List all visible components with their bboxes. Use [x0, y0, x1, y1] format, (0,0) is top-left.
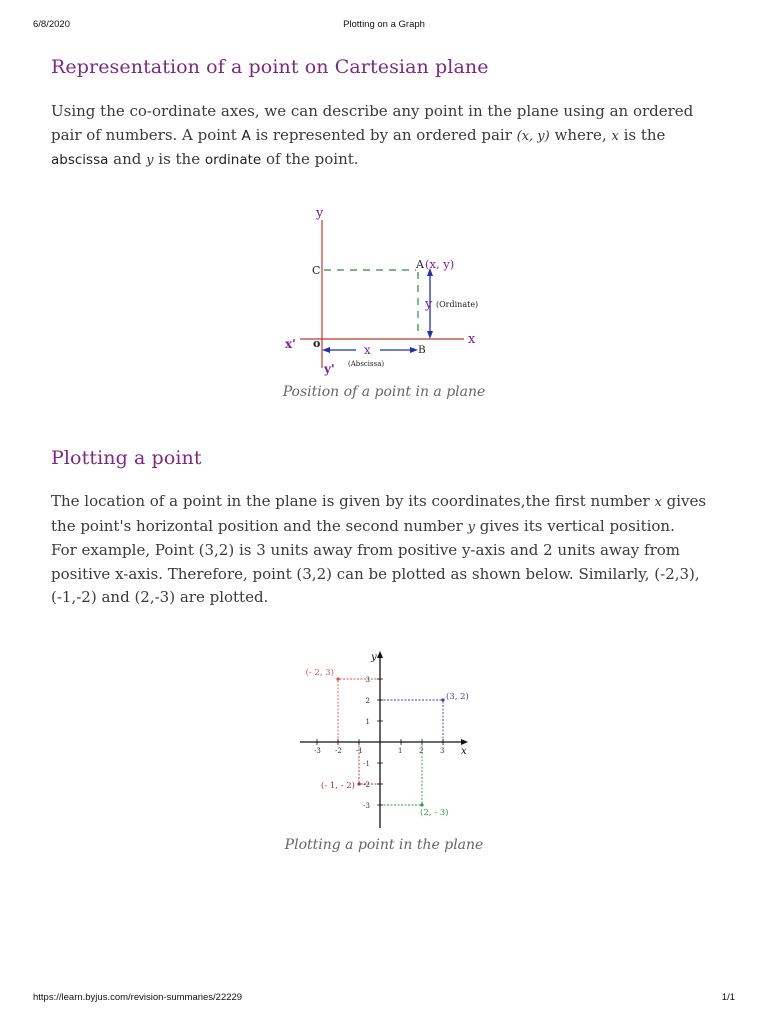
ordinate-term: ordinate [204, 152, 262, 168]
ordinate-symbol: y [425, 297, 433, 312]
section-cartesian-plane [51, 56, 721, 78]
chart-y-arrowhead [377, 651, 383, 658]
abscissa-term: abscissa [51, 152, 109, 168]
chart-point-label: (2, - 3) [420, 808, 449, 818]
print-date: 6/8/2020 [33, 19, 70, 30]
page-number: 1/1 [721, 992, 735, 1003]
abscissa-arrowhead-right [410, 347, 418, 353]
chart-x-tick-label: -2 [335, 747, 342, 755]
ordered-pair-math: (x, y) [516, 128, 550, 144]
math-y: y [146, 153, 154, 168]
paragraph-example: For example, Point (3,2) is 3 units away from positive y-axis and 2 units away from positive x-axis. Therefore, point (3,2) can be plotted as shown below. Similarly, (-2,3), (-1,-2) and (2,-3) are plotted. [51, 541, 700, 606]
print-footer [0, 992, 768, 1006]
math-x: x [611, 128, 619, 144]
chart-x-arrowhead [461, 739, 468, 745]
chart-y-tick-label: 2 [365, 697, 370, 705]
math-y-2: y [467, 519, 475, 535]
y-neg-label: y' [324, 362, 335, 376]
chart-point [336, 677, 339, 680]
section-heading-representation: Representation of a point on Cartesian plane [51, 56, 489, 78]
chart-point-label: (- 2, 3) [305, 668, 334, 678]
x-neg-label: x' [285, 337, 296, 351]
x-axis-label: x [468, 332, 476, 347]
origin-label: o [313, 337, 321, 350]
page-url: https://learn.byjus.com/revision-summaries/22229 [33, 992, 243, 1003]
chart-point [420, 803, 423, 806]
abscissa-arrowhead-left [322, 347, 330, 353]
chart-x-tick-label: 2 [419, 747, 424, 755]
print-title: Plotting on a Graph [343, 19, 425, 30]
chart-y-tick-label: -1 [363, 760, 370, 768]
chart-point [441, 698, 444, 701]
ordinate-arrowhead-down [427, 331, 433, 339]
point-a-label: A [416, 258, 424, 271]
print-header [0, 19, 768, 33]
chart-y-tick-label: 1 [365, 718, 370, 726]
section-plotting-point [51, 447, 721, 469]
chart-y-tick-label: -2 [363, 781, 370, 789]
chart-x-tick-label: -3 [314, 747, 321, 755]
point-b-label: B [418, 344, 426, 356]
section-heading-plotting: Plotting a point [51, 447, 202, 469]
ordinate-text: (Ordinate) [436, 300, 479, 309]
section2-paragraph [51, 490, 721, 610]
chart-y-tick-label: 3 [365, 676, 370, 684]
chart-point [357, 782, 360, 785]
chart-x-label: x [461, 746, 467, 757]
point-a-coordinates: (x, y) [425, 257, 455, 271]
section1-paragraph [51, 100, 721, 173]
abscissa-symbol: x [364, 343, 371, 357]
paragraph-location: The location of a point in the plane is given by its coordinates,the first number x gives the point's horizontal position and the second number y gives its vertical position. [51, 492, 707, 535]
chart-x-tick-label: 1 [398, 747, 403, 755]
chart-y-tick-label: -3 [363, 802, 370, 810]
point-a-term: A [241, 127, 251, 144]
figure2-caption: Plotting a point in the plane [284, 837, 484, 853]
chart-x-tick-label: 3 [440, 747, 445, 755]
chart-x-tick-label: -1 [356, 747, 363, 755]
figure1-caption: Position of a point in a plane [282, 384, 486, 400]
figure-plotting-chart [296, 648, 476, 830]
abscissa-text: (Abscissa) [348, 360, 385, 368]
chart-point-label: (3, 2) [446, 692, 469, 702]
chart-y-label: y [371, 652, 377, 663]
paragraph-coordinate-axes: Using the co-ordinate axes, we can describe any point in the plane using an ordered pair of numbers. A point A is represented by an ordered pair (x, y) where, x is the abscissa and y is the ordinate of the point. [51, 102, 694, 168]
chart-point-label: (- 1, - 2) [321, 781, 355, 791]
point-c-label: C [312, 264, 321, 277]
figure-point-position [280, 200, 490, 380]
y-axis-label: y [316, 206, 324, 221]
math-x-2: x [654, 495, 662, 510]
